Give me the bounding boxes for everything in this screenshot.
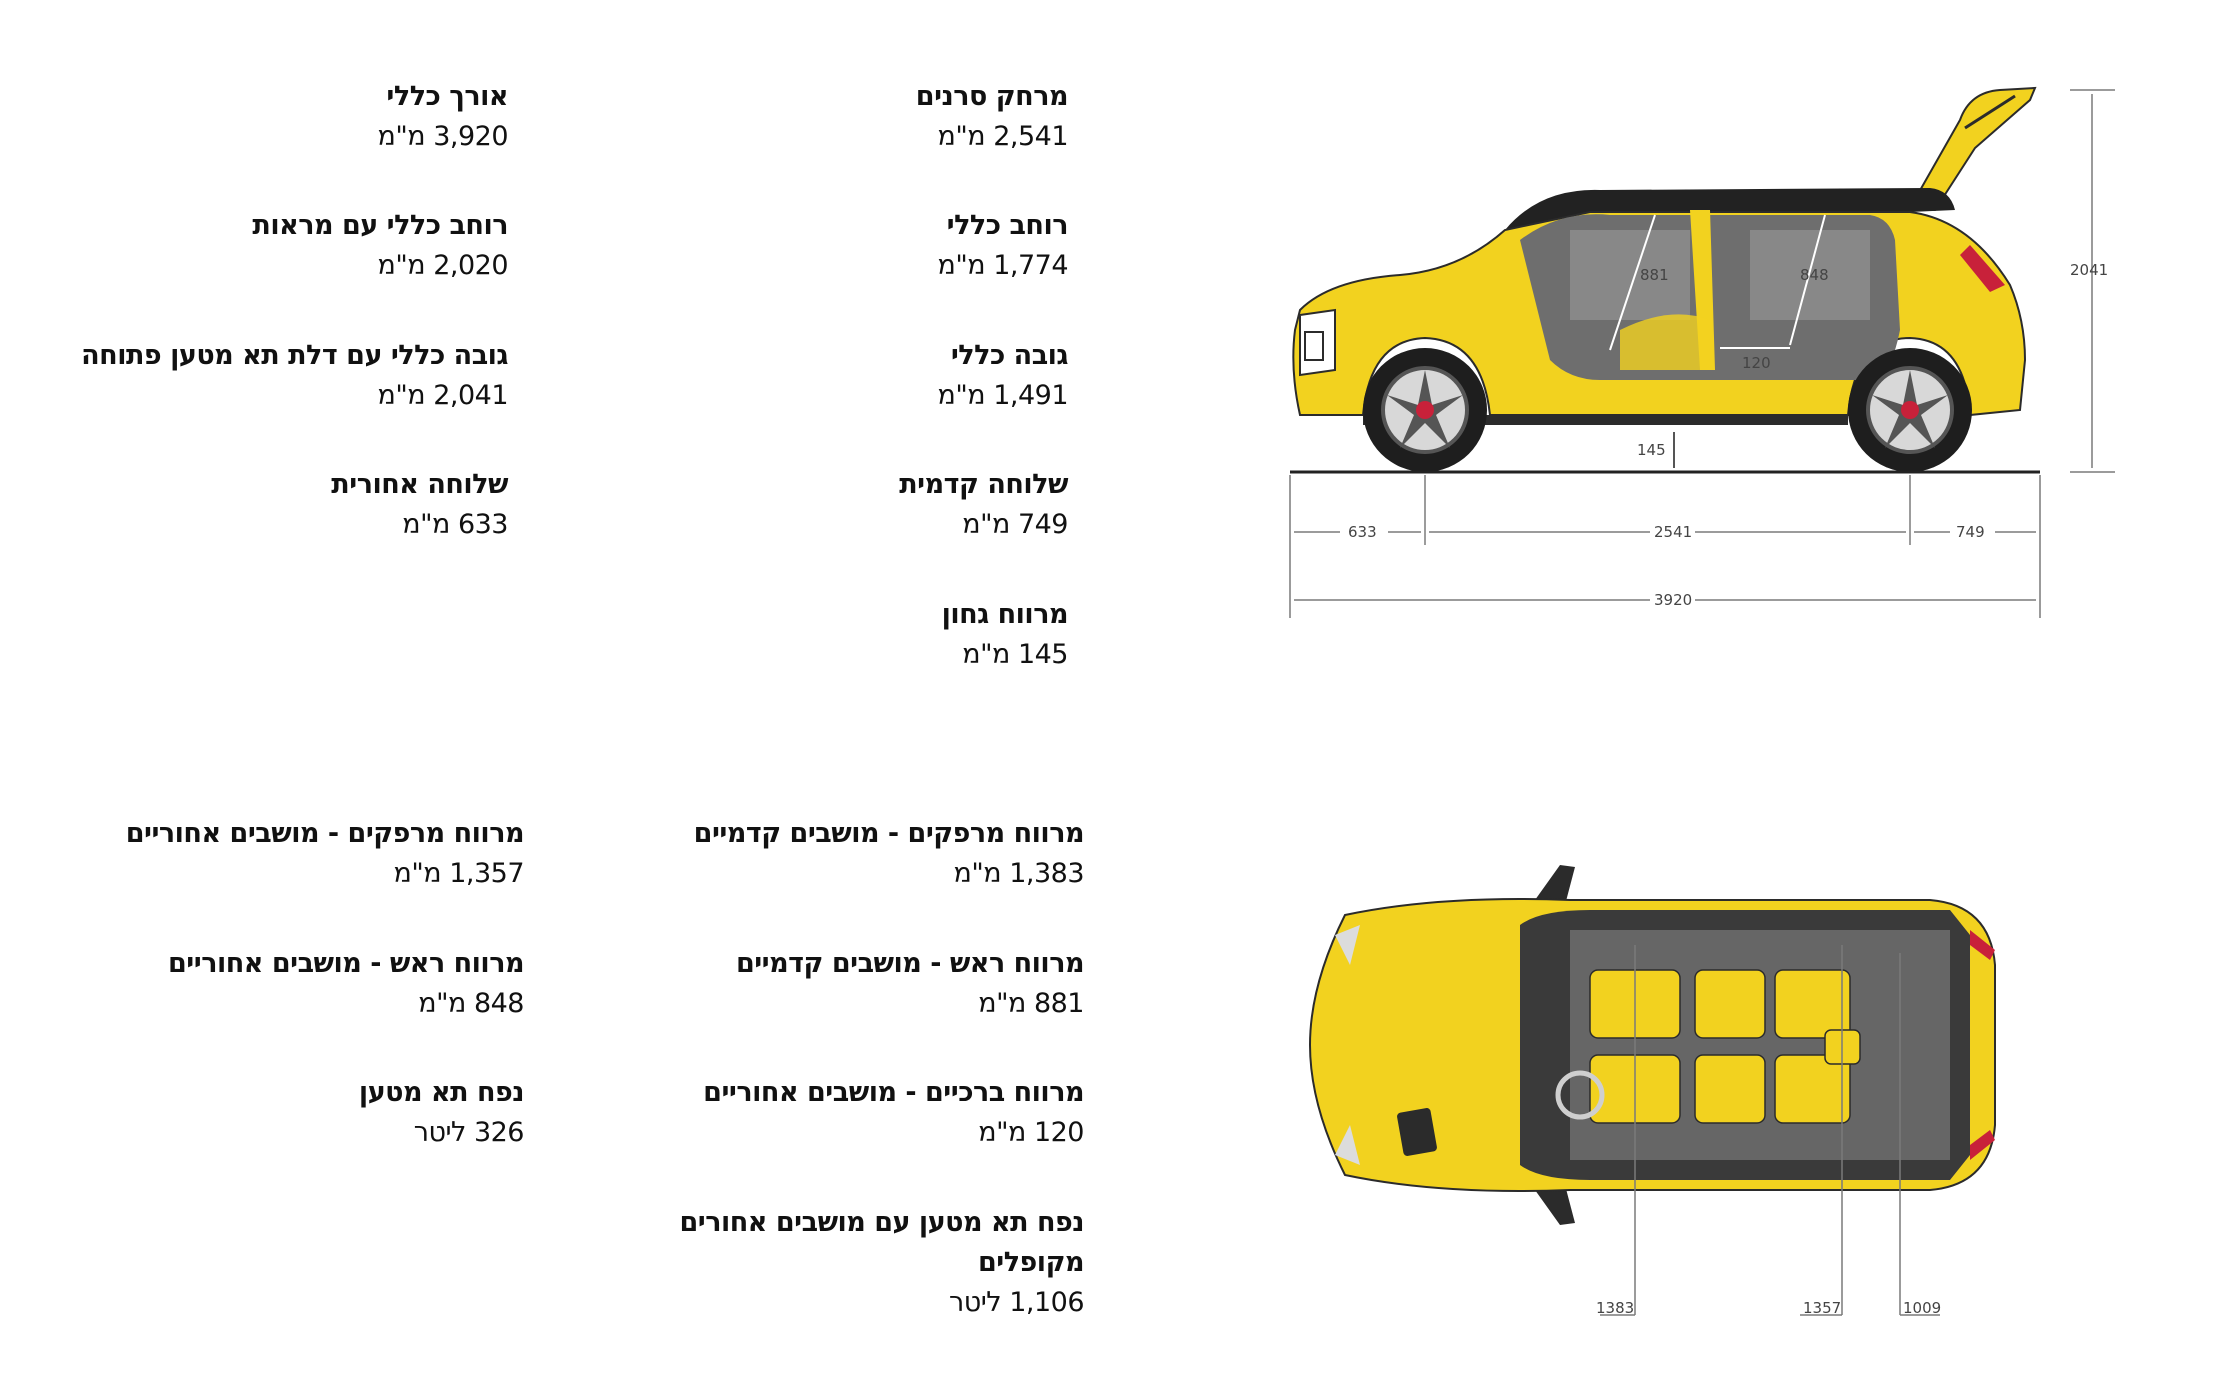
spec-value: 633 מ"מ bbox=[402, 509, 508, 540]
spec-value: 1,774 מ"מ bbox=[937, 250, 1068, 281]
top-view-diagram bbox=[1290, 855, 2030, 1335]
spec-trunk-folded bbox=[614, 1203, 1084, 1323]
spec-value: 1,106 ליטר bbox=[948, 1287, 1084, 1318]
spec-value: 749 מ"מ bbox=[962, 509, 1068, 540]
spec-trunk bbox=[359, 1073, 524, 1153]
spec-rear-overhang bbox=[331, 465, 508, 545]
spec-value: 145 מ"מ bbox=[962, 639, 1068, 670]
dim-ground: 145 bbox=[1637, 441, 1666, 459]
dim-wheelbase: 2541 bbox=[1654, 523, 1693, 541]
dim-trunk-width: 1009 bbox=[1903, 1299, 1942, 1317]
rear-wheel bbox=[1848, 348, 1972, 472]
spec-width-mirrors bbox=[252, 206, 508, 286]
spec-elbow-front bbox=[694, 814, 1084, 894]
spec-overall-width bbox=[938, 206, 1068, 286]
spec-value: 2,541 מ"מ bbox=[937, 121, 1068, 152]
spec-value: 881 מ"מ bbox=[978, 988, 1084, 1019]
spec-height-tailgate bbox=[81, 336, 508, 416]
spec-label: שלוחה אחורית bbox=[331, 469, 508, 500]
spec-label: נפח תא מטען bbox=[358, 1077, 524, 1108]
dim-head-rear: 848 bbox=[1800, 266, 1829, 284]
spec-head-front bbox=[736, 944, 1084, 1024]
spec-value: 1,383 מ"מ bbox=[953, 858, 1084, 889]
spec-label: מרחק סרנים bbox=[915, 81, 1068, 112]
dim-elbow-rear: 1357 bbox=[1803, 1299, 1842, 1317]
spec-label: רוחב כללי עם מראות bbox=[252, 210, 508, 241]
spec-label: מרווח ראש - מושבים קדמיים bbox=[735, 948, 1084, 979]
spec-overall-length bbox=[378, 77, 508, 157]
dim-head-front: 881 bbox=[1640, 266, 1669, 284]
spec-value: 120 מ"מ bbox=[978, 1117, 1084, 1148]
spec-label: רוחב כללי bbox=[946, 210, 1068, 241]
spec-label: מרווח ברכיים - מושבים אחוריים bbox=[703, 1077, 1084, 1108]
spec-label: אורך כללי bbox=[386, 81, 508, 112]
spec-ground-clearance bbox=[942, 595, 1068, 675]
spec-value: 1,357 מ"מ bbox=[393, 858, 524, 889]
spec-label: מרווח גחון bbox=[941, 599, 1068, 630]
side-view-diagram bbox=[1270, 70, 2130, 630]
dim-knee: 120 bbox=[1742, 354, 1771, 372]
spec-value: 2,020 מ"מ bbox=[377, 250, 508, 281]
spec-overall-height bbox=[938, 336, 1068, 416]
spec-label: גובה כללי bbox=[950, 340, 1068, 371]
spec-wheelbase bbox=[916, 77, 1068, 157]
dim-height: 2041 bbox=[2070, 261, 2109, 279]
spec-head-rear bbox=[168, 944, 524, 1024]
spec-value: 326 ליטר bbox=[413, 1117, 524, 1148]
spec-value: 1,491 מ"מ bbox=[937, 380, 1068, 411]
spec-label: מרווח מרפקים - מושבים קדמיים bbox=[693, 818, 1084, 849]
spec-knee-rear bbox=[703, 1073, 1084, 1153]
spec-label: גובה כללי עם דלת תא מטען פתוחה bbox=[81, 340, 508, 371]
dim-front-overhang: 749 bbox=[1956, 523, 1985, 541]
spec-value: 3,920 מ"מ bbox=[377, 121, 508, 152]
spec-value: 2,041 מ"מ bbox=[377, 380, 508, 411]
spec-label: מרווח מרפקים - מושבים אחוריים bbox=[125, 818, 524, 849]
spec-label: מרווח ראש - מושבים אחוריים bbox=[168, 948, 524, 979]
dim-elbow-front: 1383 bbox=[1596, 1299, 1635, 1317]
spec-front-overhang bbox=[899, 465, 1068, 545]
front-wheel bbox=[1363, 348, 1487, 472]
spec-value: 848 מ"מ bbox=[418, 988, 524, 1019]
spec-label: שלוחה קדמית bbox=[899, 469, 1068, 500]
spec-label: נפח תא מטען עם מושבים אחורים מקופלים bbox=[679, 1207, 1084, 1278]
spec-elbow-rear bbox=[126, 814, 524, 894]
dim-length: 3920 bbox=[1654, 591, 1693, 609]
dim-rear-overhang: 633 bbox=[1348, 523, 1377, 541]
